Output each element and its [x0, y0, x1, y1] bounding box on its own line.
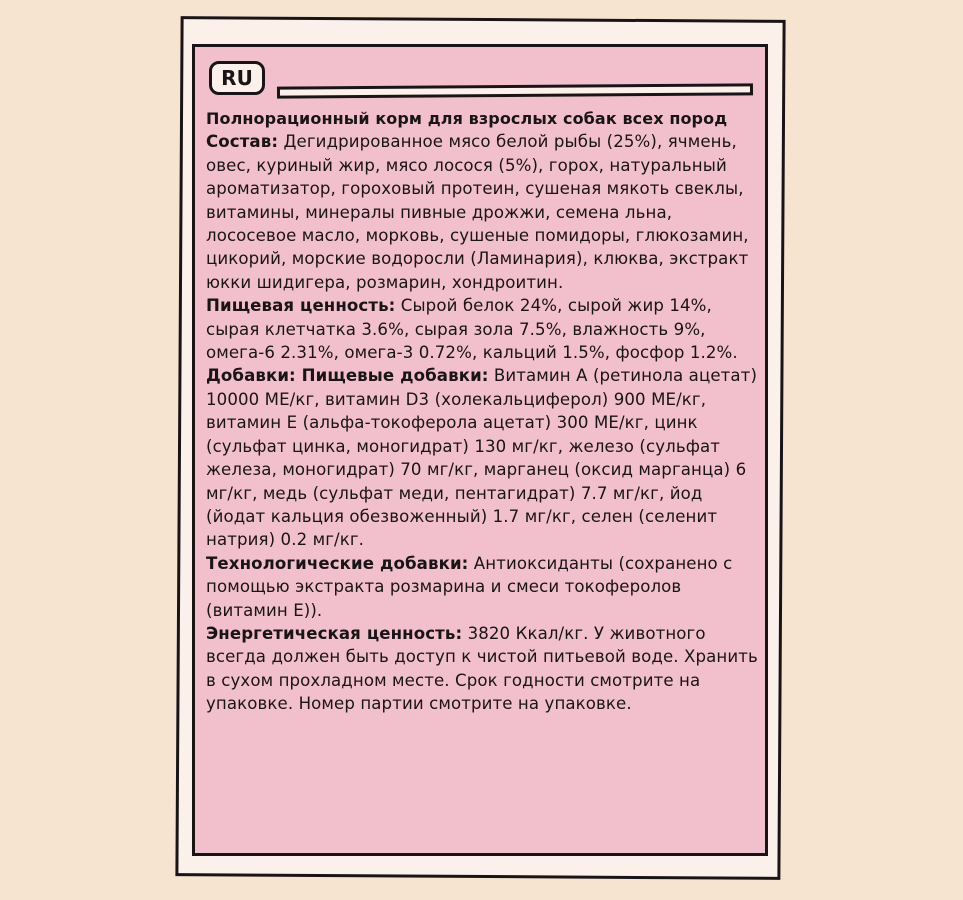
nutrition-text: Сырой белок 24%, сырой жир 14%, сырая клетчатка 3.6%, сырая зола 7.5%, влажность 9%, омега-6 2.31%, омега-3 0.72%, кальций 1.5%, фосфор 1.2%.: [206, 296, 738, 363]
label-panel: [192, 44, 768, 856]
additives-section: [206, 364, 762, 551]
energy-section: [206, 622, 762, 716]
tech-additives-section: [206, 552, 762, 622]
product-title: Полнорационный корм для взрослых собак всех пород: [206, 109, 728, 128]
composition-text: Дегидрированное мясо белой рыбы (25%), ячмень, овес, куриный жир, мясо лосося (5%), горох, натуральный ароматизатор, гороховый протеин, сушеная мякоть свеклы, витамины, минералы пивные дрожжи, семена льна, лососевое масло, морковь, сушеные помидоры, глюкозамин, цикорий, морские водоросли (Ламинария), клюква, экстракт юкки шидигера, розмарин, хондроитин.: [206, 132, 749, 292]
language-badge: RU: [209, 61, 265, 95]
additives-label: Добавки: Пищевые добавки:: [206, 366, 489, 386]
label-text-block: [206, 107, 762, 716]
composition-section: [206, 130, 762, 294]
energy-text: 3820 Ккал/кг. У животного всегда должен быть доступ к чистой питьевой воде. Хранить в сухом прохладном месте. Срок годности смотрите на упаковке. Номер партии смотрите на упаковке.: [206, 623, 758, 714]
tech-additives-label: Технологические добавки:: [206, 553, 469, 573]
composition-label: Состав:: [206, 132, 279, 152]
energy-label: Энергетическая ценность:: [206, 623, 463, 643]
label-header: [209, 61, 751, 97]
nutrition-section: [206, 294, 762, 364]
nutrition-label: Пищевая ценность:: [206, 296, 396, 316]
additives-text: Витамин А (ретинола ацетат) 10000 МЕ/кг, витамин D3 (холекальциферол) 900 МЕ/кг, витамин Е (альфа-токоферола ацетат) 300 МЕ/кг, цинк (сульфат цинка, моногидрат) 130 мг/кг, железо (сульфат железа, моногидрат) 70 мг/кг, марганец (оксид марганца) 6 мг/кг, медь (сульфат меди, пентагидрат) 7.7 мг/кг, йод (йодат кальция обезвоженный) 1.7 мг/кг, селен (селенит натрия) 0.2 мг/кг.: [206, 366, 758, 550]
tech-additives-text: Антиоксиданты (сохранено с помощью экстракта розмарина и смеси токоферолов (витамин Е)).: [206, 553, 733, 620]
header-bar-decoration: [277, 83, 753, 98]
